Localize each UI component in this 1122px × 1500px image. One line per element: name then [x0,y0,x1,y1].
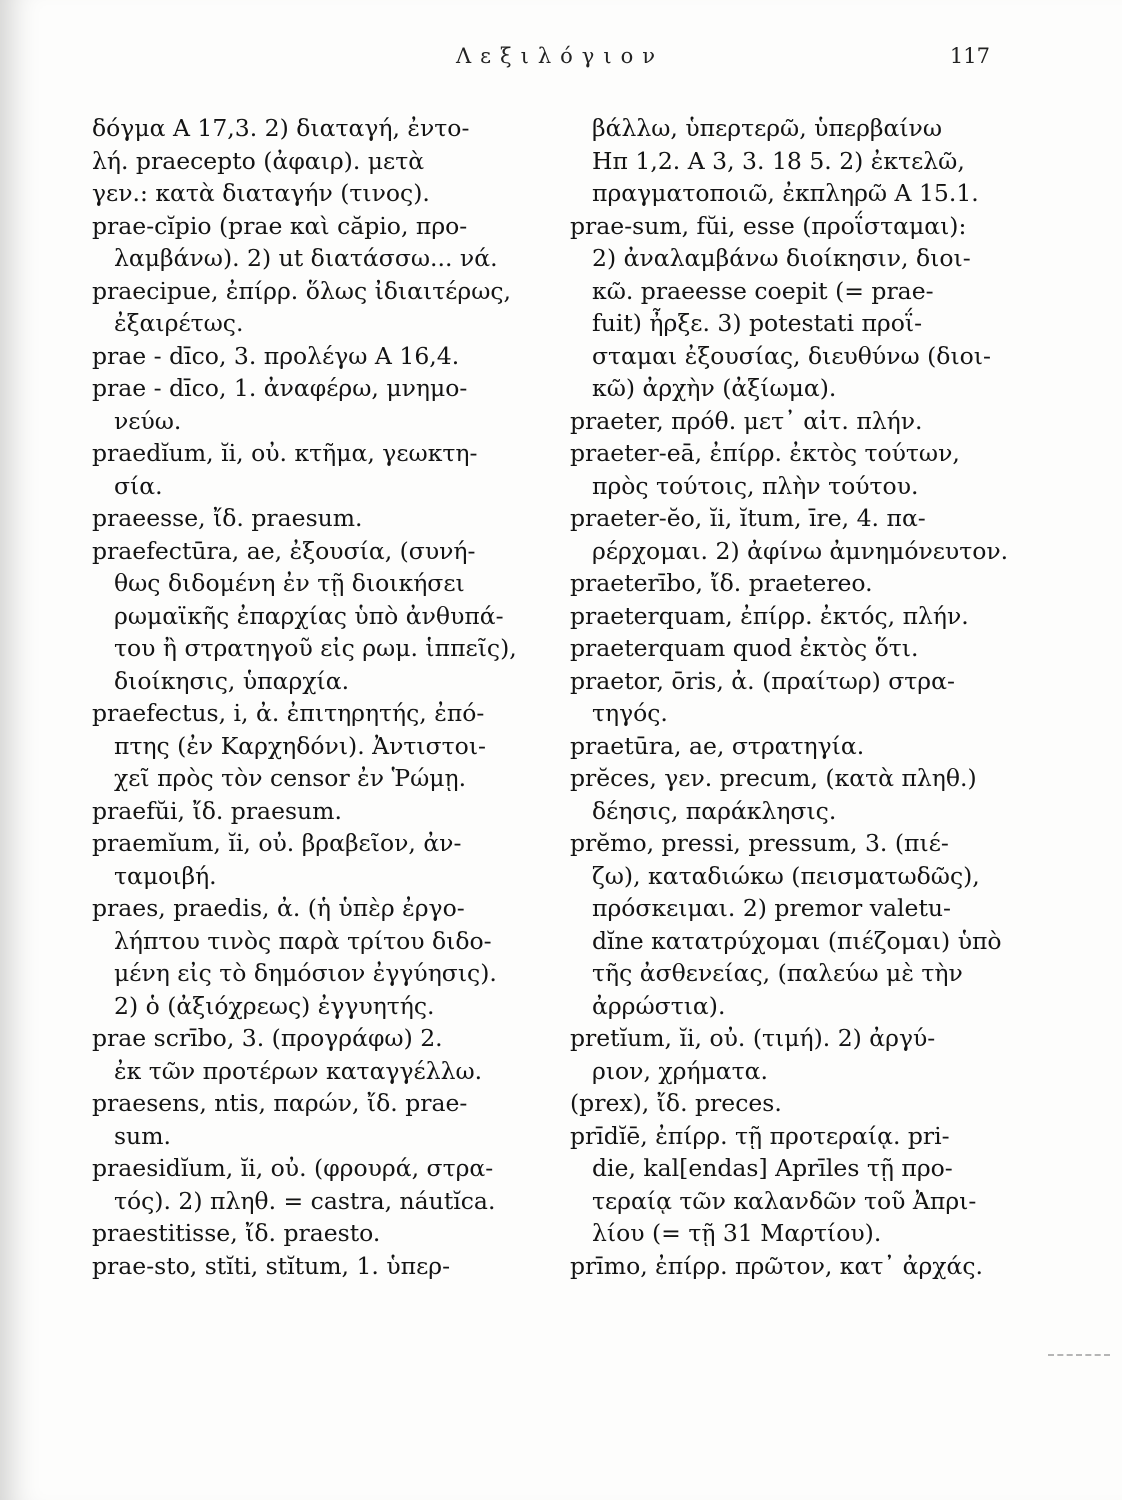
entry-line: βάλλω, ὑπερτερῶ, ὑπερβαίνω [592,114,942,142]
entry-line: σταμαι ἐξουσίας, διευθύνω (διοι- [592,341,991,370]
entry-line: θως διδομένη ἐν τῇ διοικήσει [114,569,465,597]
page-number: 117 [949,44,990,68]
entry-line: die, kal[endas] Aprīles τῇ προ- [592,1154,953,1182]
entry-line: κῶ. praeesse coepit (= prae- [592,276,934,305]
entry-line: λήπτου τινὸς παρὰ τρίτου διδο- [114,926,492,955]
entry-line: praeter, πρόθ. μετ᾽ αἰτ. πλήν. [570,406,923,435]
entry-line: ἀρρώστια). [592,991,726,1020]
entry-line: pretĭum, ĭi, οὐ. (τιμή). 2) ἀργύ- [570,1024,936,1052]
entry-line: praeesse, ἴδ. praesum. [92,504,363,532]
entry-line: ρέρχομαι. 2) ἀφίνω ἀμνημόνευτον. [592,536,1009,565]
entry-line: ρωμαϊκῆς ἐπαρχίας ὑπὸ ἀνθυπά- [114,601,504,630]
entry-line: γεν.: κατὰ διαταγήν (τινος). [92,179,430,207]
entry-line: praemĭum, ĭi, οὐ. βραβεῖον, ἀν- [92,829,462,857]
entry-line: νεύω. [114,406,182,435]
entry-line: δόγμα Α 17,3. 2) διαταγή, ἐντο- [92,114,470,142]
entry-line: τηγός. [592,699,668,727]
entry-line: λίου (= τῇ 31 Μαρτίου). [592,1219,882,1247]
entry-line: praesens, ntis, παρών, ἴδ. prae- [92,1089,468,1117]
entry-line: λή. praecepto (ἀφαιρ). μετὰ [92,146,425,175]
entry-line: διοίκησις, ὑπαρχία. [114,666,350,695]
entry-line: ζω), καταδιώκω (πεισματωδῶς), [592,861,980,890]
right-column [570,112,1010,1282]
entry-line: praeterquam quod ἐκτὸς ὅτι. [570,634,919,662]
entry-line: τεραίᾳ τῶν καλανδῶν τοῦ Ἀπρι- [592,1186,977,1215]
entry-line: πτης (ἐν Καρχηδόνι). Ἀντιστοι- [114,731,486,760]
entry-line: prīdĭē, ἐπίρρ. τῇ προτεραίᾳ. pri- [570,1121,950,1150]
entry-line: prīmo, ἐπίρρ. πρῶτον, κατ᾽ ἀρχάς. [570,1251,984,1280]
entry-line: τῆς ἀσθενείας, (παλεύω μὲ τὴν [592,959,963,987]
entry-line: praeterībo, ἴδ. praetereo. [570,569,873,597]
entry-line: ἐξαιρέτως. [114,309,244,337]
margin-mark [1048,1354,1110,1356]
entry-line: fuit) ἦρξε. 3) potestati προΐ- [592,309,923,337]
entry-line: ριον, χρήματα. [592,1056,769,1085]
entry-line: praestitisse, ἴδ. praesto. [92,1219,381,1247]
entry-line: prae-sto, stĭti, stĭtum, 1. ὑπερ- [92,1251,451,1280]
entry-line: κῶ) ἀρχὴν (ἀξίωμα). [592,374,837,402]
entry-line: dĭne κατατρύχομαι (πιέζομαι) ὑπὸ [592,926,1002,955]
entry-line: prĕmo, pressi, pressum, 3. (πιέ- [570,829,949,857]
entry-line: praetūra, ae, στρατηγία. [570,731,865,760]
entry-line: 2) ὁ (ἀξιόχρεως) ἐγγυητής. [114,991,435,1020]
entry-line: ἐκ τῶν προτέρων καταγγέλλω. [114,1056,483,1085]
entry-line: πρόσκειμαι. 2) premor valetu- [592,894,951,922]
entry-line: praefŭi, ἴδ. praesum. [92,796,342,825]
entry-line: praeterquam, ἐπίρρ. ἐκτός, πλήν. [570,601,969,630]
entry-line: δέησις, παράκλησις. [592,796,837,825]
entry-line: praetor, ōris, ἀ. (πραίτωρ) στρα- [570,666,955,695]
entry-line: πρὸς τούτοις, πλὴν τούτου. [592,471,919,500]
entry-line: σία. [114,471,163,500]
entry-line: praefectus, i, ἀ. ἐπιτηρητής, ἐπό- [92,699,485,727]
entry-line: 2) ἀναλαμβάνω διοίκησιν, διοι- [592,244,971,272]
entry-line: (prex), ἴδ. preces. [570,1089,782,1117]
entry-line: praecipue, ἐπίρρ. ὅλως ἰδιαιτέρως, [92,276,512,305]
entry-line: praedĭum, ĭi, οὐ. κτῆμα, γεωκτη- [92,439,478,467]
entry-line: πραγματοποιῶ, ἐκπληρῶ Α 15.1. [592,179,979,207]
entry-line: prae - dīco, 3. προλέγω Α 16,4. [92,341,460,370]
entry-line: τός). 2) πληθ. = castra, náutĭca. [114,1186,496,1215]
entry-line: Ηπ 1,2. Α 3, 3. 18 5. 2) ἐκτελῶ, [592,146,965,175]
entry-line: μένη εἰς τὸ δημόσιον ἐγγύησις). [114,959,497,987]
entry-line: prae - dīco, 1. ἀναφέρω, μνημο- [92,374,468,402]
entry-line: του ἢ στρατηγοῦ εἰς ρωμ. ἱππεῖς), [114,634,517,662]
entry-line: praeter-eā, ἐπίρρ. ἐκτὸς τούτων, [570,439,960,467]
entry-line: λαμβάνω). 2) ut διατάσσω... νά. [114,244,498,272]
entry-line: praesidĭum, ĭi, οὐ. (φρουρά, στρα- [92,1154,494,1182]
left-column [92,112,552,1282]
entry-line: prĕces, γεν. precum, (κατὰ πληθ.) [570,764,977,792]
entry-line: ταμοιβή. [114,861,217,890]
entry-line: prae-sum, fŭi, esse (προΐσταμαι): [570,211,967,240]
entry-line: prae scrībo, 3. (προγράφω) 2. [92,1024,443,1052]
entry-line: praeter-ĕo, ĭi, ĭtum, īre, 4. πα- [570,504,926,532]
running-title: Λεξιλόγιον [456,44,664,68]
entry-line: praes, praedis, ἀ. (ἡ ὑπὲρ ἐργο- [92,894,465,922]
entry-line: χεῖ πρὸς τὸν censor ἐν Ῥώμῃ. [114,764,467,792]
entry-line: sum. [114,1121,171,1150]
entry-line: praefectūra, ae, ἐξουσία, (συνή- [92,536,476,565]
entry-line: prae-cĭpio (prae καὶ căpio, προ- [92,211,468,240]
